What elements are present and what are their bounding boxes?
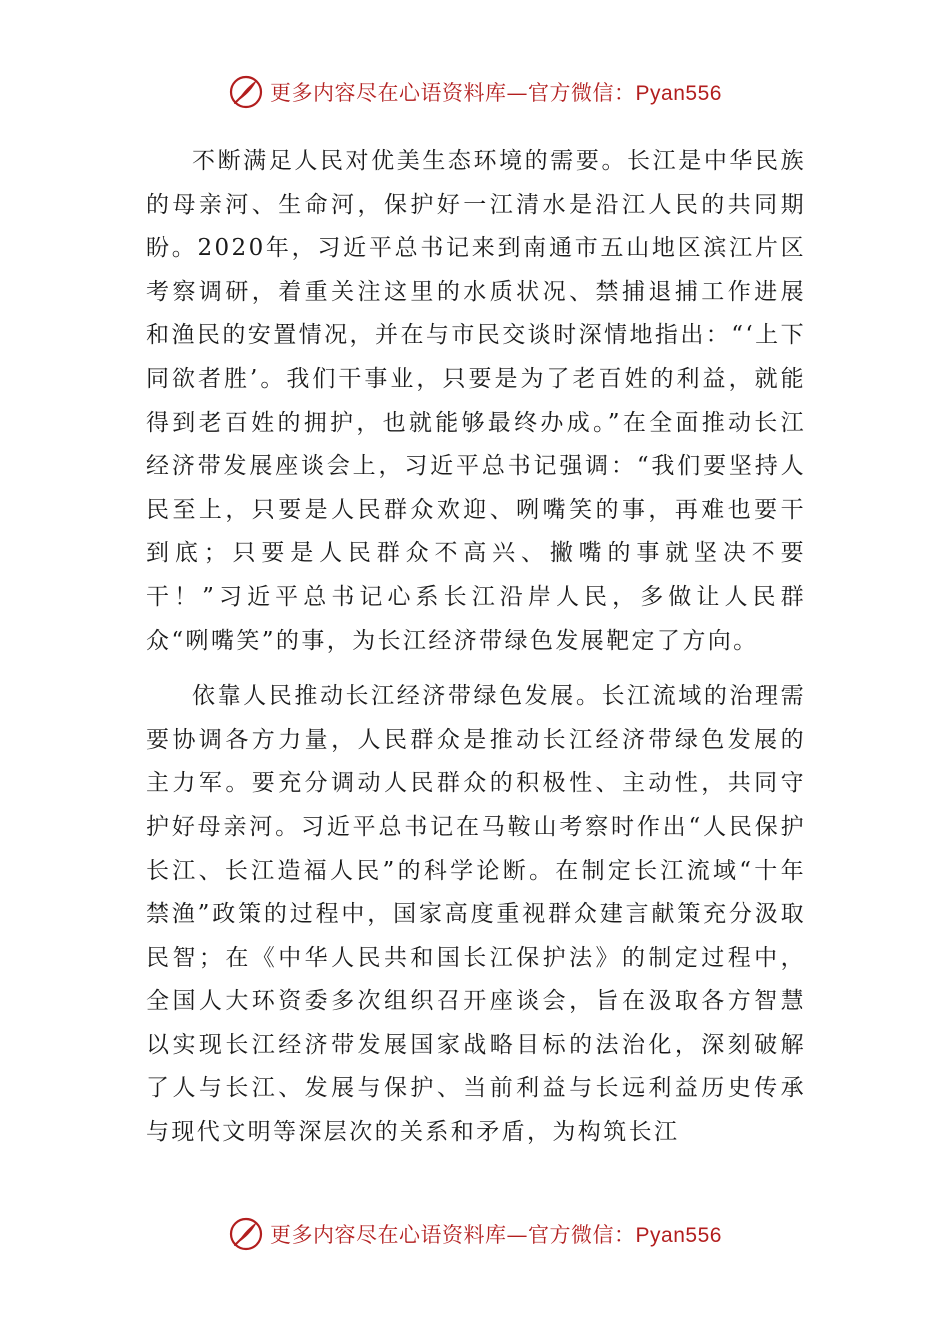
- footer-banner-sep: —: [506, 1223, 529, 1247]
- paragraph-2: 依靠人民推动长江经济带绿色发展。长江流域的治理需要协调各方力量，人民群众是推动长江经济带绿色发展的主力军。要充分调动人民群众的积极性、主动性，共同守护好母亲河。习近平总书记在马鞍山考察时作出“人民保护长江、长江造福人民”的科学论断。在制定长江流域“十年禁渔”政策的过程中，国家高度重视群众建言献策充分汲取民智；在《中华人民共和国长江保护法》的制定过程中，全国人大环资委多次组织召开座谈会，旨在汲取各方智慧以实现长江经济带发展国家战略目标的法治化，深刻破解了人与长江、发展与保护、当前利益与长远利益历史传承与现代文明等深层次的关系和矛盾，为构筑长江: [146, 683, 806, 1146]
- document-body: [146, 140, 806, 1155]
- footer-banner-main: 更多内容尽在心语资料库: [270, 1223, 507, 1247]
- quill-logo-icon: [228, 1216, 264, 1252]
- header-banner-text: [270, 77, 722, 107]
- header-banner-sep: —: [506, 81, 529, 105]
- quill-logo-icon: [228, 74, 264, 110]
- footer-banner-wechat-label: 官方微信：: [528, 1223, 636, 1247]
- paragraph-1: 不断满足人民对优美生态环境的需要。长江是中华民族的母亲河、生命河，保护好一江清水是沿江人民的共同期盼。2020年，习近平总书记来到南通市五山地区滨江片区考察调研，着重关注这里的水质状况、禁捕退捕工作进展和渔民的安置情况，并在与市民交谈时深情地指出：“‘上下同欲者胜’。我们干事业，只要是为了老百姓的利益，就能得到老百姓的拥护，也就能够最终办成。”在全面推动长江经济带发展座谈会上，习近平总书记强调：“我们要坚持人民至上，只要是人民群众欢迎、咧嘴笑的事，再难也要干到底；只要是人民群众不高兴、撇嘴的事就坚决不要干！”习近平总书记心系长江沿岸人民，多做让人民群众“咧嘴笑”的事，为长江经济带绿色发展靶定了方向。: [146, 148, 806, 654]
- header-banner-main: 更多内容尽在心语资料库: [270, 81, 507, 105]
- header-banner-wechat-label: 官方微信：: [528, 81, 636, 105]
- header-banner-wechat-id: Pyan556: [635, 82, 722, 105]
- header-banner: [0, 70, 950, 114]
- footer-banner: [0, 1212, 950, 1256]
- footer-banner-wechat-id: Pyan556: [635, 1224, 722, 1247]
- footer-banner-text: [270, 1219, 722, 1249]
